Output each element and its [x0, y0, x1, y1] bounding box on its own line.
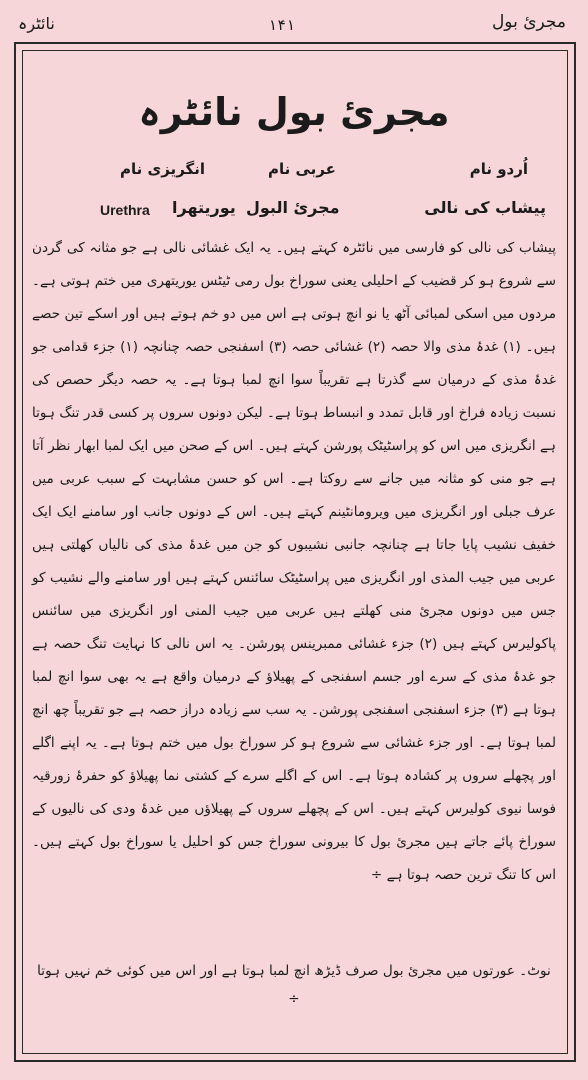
- page-number: ۱۴۱: [268, 16, 296, 34]
- english-name-urdu-value: یوریتھرا: [172, 198, 236, 217]
- running-head-right: مجرئ بول: [491, 12, 566, 32]
- body-paragraph: [32, 232, 556, 892]
- body-text: پیشاب کی نالی کو فارسی میں نائٹرہ کہتے ہیں۔ یہ ایک غشائی نالی ہے جو مثانہ کی گردن سے شروع ہو کر قضیب کے احلیلی یعنی سوراخ بول رمی ٹیٹس یوریتھری میں ختم ہوتی ہے۔ مردوں میں اسکی لمبائی آٹھ یا نو انچ ہوتی ہے اس میں دو خم ہوتے ہیں اور اسکے تین حصے ہیں۔ (۱) غدۂ مذی والا حصہ (۲) غشائی حصہ (۳) اسفنجی حصہ چنانچہ (۱) جزء قدامی جو غدۂ مذی کے درمیان سے گذرتا ہے تقریباً سوا انچ لمبا ہوتا ہے۔ یہ حصہ دیگر حصص کی نسبت زیادہ فراخ اور قابل تمدد و انبساط ہوتا ہے۔ لیکن دونوں سروں پر کسی قدر تنگ ہوتا ہے انگریزی میں اس کو پراسٹیٹک پورشن کہتے ہیں۔ اس کے صحن میں ایک لمبا ابھار نظر آتا ہے جو منی کو مثانہ میں جانے سے روکتا ہے۔ اس کو حسن مشابہت کے سبب عربی میں عرف جبلی اور انگریزی میں ویرومانٹینم کہتے ہیں۔ اس کے دونوں جانب اور سامنے ایک ایک خفیف نشیب پایا جاتا ہے چنانچہ جانبی نشیبوں کو جن میں غدۂ مذی کی نالیاں کھلتی ہیں عربی میں جیب المذی اور انگریزی میں پراسٹیٹک سائنس کہتے ہیں اور سامنے والے نشیب کو جس میں دونوں مجرئ منی کھلتے ہیں عربی میں جیب المنی اور انگریزی میں سائنس پاکولیرس کہتے ہیں (۲) جزء غشائی ممبرینس پورشن۔ یہ اس نالی کا نہایت تنگ حصہ ہے جو غدۂ مذی کے سرے اور جسم اسفنجی کے پھیلاؤ کے درمیان واقع ہے یہ بھی سوا انچ لمبا ہوتا ہے (۳) جزء اسفنجی اسفنجی پورشن۔ یہ سب سے زیادہ دراز حصہ ہے جو تقریباً چھ انچ لمبا ہوتا ہے۔ اور جزء غشائی سے شروع ہو کر سوراخ بول میں ختم ہوتا ہے۔ یہ اپنے اگلے اور پچھلے سروں پر کشادہ ہوتا ہے۔ اس کے اگلے سرے کے کشتی نما پھیلاؤ کو حفرۂ زورقیہ فوسا نیوی کولیرس کہتے ہیں۔ اس کے پچھلے سروں کے پھیلاؤں میں غدۂ ودی کی نالیوں کے سوراخ پائے جاتے ہیں مجرئ بول کا بیرونی سوراخ جس کو احلیل یا سوراخ بول کہتے ہیں۔ اس کا تنگ ترین حصہ ہوتا ہے ÷: [32, 240, 557, 883]
- page-header: [0, 0, 588, 44]
- arabic-name-heading: عربی نام: [268, 160, 336, 178]
- page-title: مجرئ بول نائٹرہ: [138, 90, 450, 134]
- arabic-name-value: مجرئ البول: [246, 198, 340, 217]
- footnote: نوٹ۔ عورتوں میں مجرئ بول صرف ڈیڑھ انچ لمبا ہوتا ہے اور اس میں کوئی خم نہیں ہوتا ÷: [37, 963, 551, 1007]
- running-head-left: نائٹرہ: [18, 14, 55, 33]
- urdu-name-heading: اُردو نام: [469, 160, 528, 178]
- english-name-value: Urethra: [100, 202, 150, 218]
- urdu-name-value: پیشاب کی نالی: [424, 198, 546, 217]
- english-name-heading: انگریزی نام: [120, 160, 206, 178]
